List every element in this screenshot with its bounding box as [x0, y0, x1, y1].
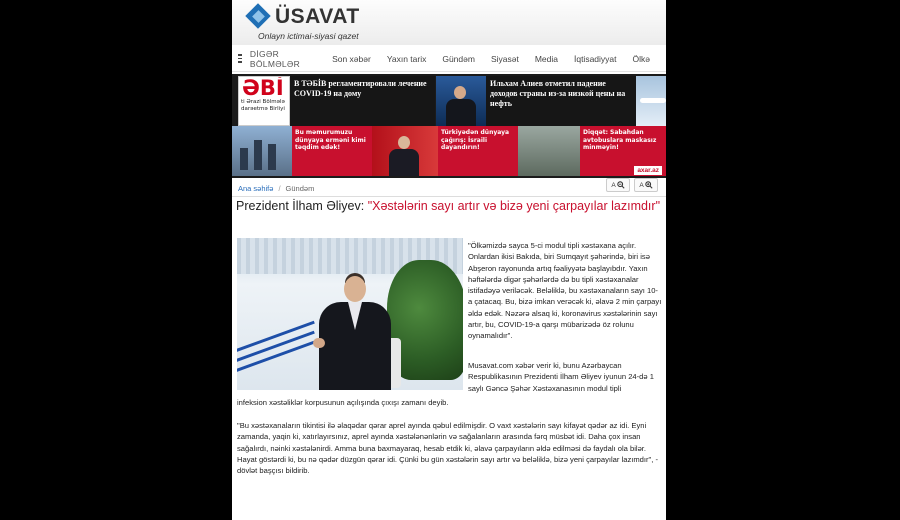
ad-headline-1[interactable]: В ТƏБİB регламентировали лечение COVID-19 на дому	[290, 76, 435, 126]
site-logo[interactable]	[246, 4, 360, 30]
ad-caption-1[interactable]: Bu məmurumuzu dünyaya erməni kimi təqdim edək!	[292, 126, 372, 176]
article-title-quote: "Xəstələrin sayı artır və bizə yeni çarpayılar lazımdır"	[367, 199, 661, 213]
ad-tabib-logo-text: ƏBİ	[242, 76, 284, 100]
header-divider	[232, 196, 666, 197]
ad-caption-3[interactable]: Diqqət: Sabahdan avtobuslara maskasız minməyin!	[580, 126, 666, 176]
breadcrumb	[232, 180, 666, 196]
nav-item-gundem[interactable]: Gündəm	[442, 53, 475, 64]
ad-photo-plane[interactable]	[636, 76, 666, 126]
site-header	[232, 0, 666, 45]
logo-text: ÜSAVAT	[275, 5, 360, 28]
font-increase-button[interactable]	[634, 178, 658, 192]
nav-item-son-xeber[interactable]: Son xəbər	[332, 53, 371, 64]
nav-item-media[interactable]: Media	[534, 53, 558, 64]
ad-caption-2[interactable]: Türkiyədən dünyaya çağırış: İsraili dayandırın!	[438, 126, 518, 176]
ad-banner[interactable]	[232, 74, 666, 178]
nav-item-yaxin-tarix[interactable]: Yaxın tarix	[386, 53, 427, 64]
ad-photo-people[interactable]	[518, 126, 580, 176]
ad-headline-2[interactable]: Ильхам Алиев отметил падение доходов страны из-за низкой цены на нефть	[486, 76, 636, 126]
nav-item-siyaset[interactable]: Siyasət	[490, 53, 519, 64]
ad-tabib-logo-caption: ti Ərazi Bölmələ darəetmə Birliyi	[241, 99, 285, 112]
article-title-speaker: Prezident İlham Əliyev:	[236, 199, 368, 213]
nav-item-iqtisadiyyat[interactable]: İqtisadiyyat	[573, 53, 617, 64]
page	[232, 0, 666, 520]
article-title	[236, 199, 662, 214]
nav-more-sections[interactable]: DİGƏR BÖLMƏLƏR	[249, 48, 301, 69]
article-main-paragraph: "Bu xəstəxanaların tikintisi ilə əlaqədar qərar aprel ayında qəbul edilmişdir. O vaxt xəstələrin sayı kifayət qədər az idi. Eyni zamanda, yaqin ki, xatırlayırsınız, aprel ayında xəstələnənlərin və sağalanların arasında fərq müsbət idi. Daha çox insan sağalırdı, nəinki xəstələnirdi. Amma buna baxmayaraq, hesab etdik ki, əlavə çarpayıların əldə edilməsi də faydalı ola bilər. Hayat göstərdi ki, bu nə qədər düzgün qərar idi. Çünki bu gün xəstələrin sayı artır və beləliklə, bizə yeni çarpayılar lazımdır", - dövlət başçısı bildirib.	[237, 421, 658, 476]
tagline: Onlayn ictimai-siyasi qazet	[258, 31, 359, 41]
breadcrumb-section[interactable]: Gündəm	[285, 183, 315, 193]
article-photo[interactable]	[237, 238, 463, 390]
breadcrumb-separator: /	[278, 183, 281, 193]
breadcrumb-home[interactable]: Ana səhifə	[238, 183, 274, 193]
font-decrease-label: A	[611, 181, 616, 189]
zoom-in-icon	[645, 181, 653, 189]
article-report-paragraph: Musavat.com xəbər verir ki, bunu Azərbaycan Respublikasının Prezidenti İlham Əliyev iyunun 24-də 1 saylı Gəncə Şəhər Xəstəxanasının modul tipli	[468, 361, 654, 393]
font-increase-label: A	[639, 181, 644, 189]
zoom-out-icon	[617, 181, 625, 189]
ad-photo-speaker[interactable]	[372, 126, 438, 176]
nav-item-olke[interactable]: Ölkə	[632, 53, 650, 64]
ad-tabib-logo[interactable]	[238, 76, 290, 126]
logo-mark-icon	[246, 5, 272, 29]
main-nav	[232, 46, 666, 72]
menu-icon[interactable]	[238, 52, 242, 65]
ad-photo-president[interactable]	[436, 76, 486, 126]
ad-photo-towers[interactable]	[232, 126, 292, 176]
font-decrease-button[interactable]	[606, 178, 630, 192]
article-quote-paragraph: "Ölkəmizdə sayca 5-ci modul tipli xəstəxana açılır. Onlardan ikisi Bakıda, biri Sumqayıt şəhərində, biri isə Abşeron rayonunda artıq fəaliyyətə başlayıbdır. Yaxın həftələrdə digər şəhərlərdə də bu tipli xəstəxanalar istifadəyə veriləcək. Beləliklə, bu xəstəxanaların sayı 10-a çatacaq. Bu, bizə imkan verəcək ki, əlavə 2 min çarpayı əldə edək. Nəzərə alsaq ki, koronavirus xəstələrinin sayı artır, bu, COVID-19-a qarşı mübarizədə öz rolunu oynamalıdır".	[468, 241, 662, 341]
ad-source-label[interactable]: axar.az	[634, 166, 662, 175]
article-report-paragraph-continued: infeksion xəstəliklər korpusunun açılışında çıxışı zamanı deyib.	[237, 398, 449, 407]
